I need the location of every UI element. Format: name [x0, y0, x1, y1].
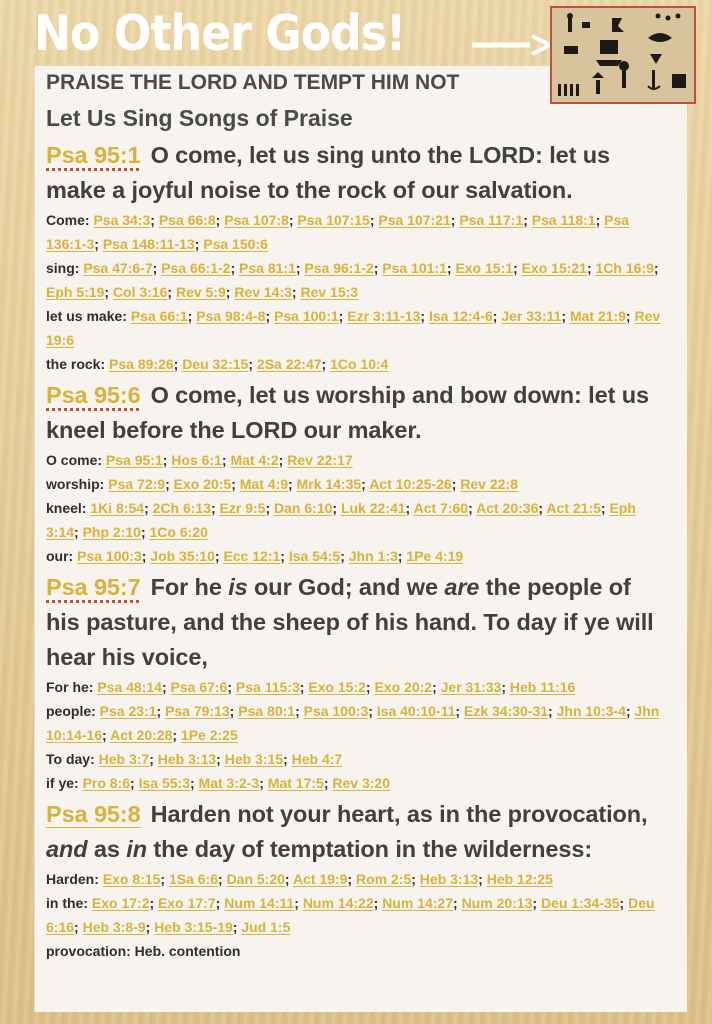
cross-reference-link[interactable]: Isa 12:4-6 [428, 308, 493, 324]
separator: ; [216, 751, 225, 767]
cross-reference-link[interactable]: Rev 15:3 [300, 284, 359, 300]
cross-reference-link[interactable]: Mat 4:2 [230, 452, 279, 468]
separator: ; [338, 308, 348, 324]
cross-reference-label: our: [46, 548, 74, 564]
separator: ; [619, 895, 629, 911]
separator: ; [492, 308, 502, 324]
cross-reference-link[interactable]: Act 21:5 [546, 500, 601, 516]
cross-reference-link[interactable]: Exo 8:15 [102, 871, 161, 887]
separator: ; [215, 895, 225, 911]
cross-reference-link[interactable]: Exo 15:21 [521, 260, 587, 276]
right-arrow-icon [470, 32, 560, 56]
cross-reference-line [46, 448, 670, 472]
separator: ; [259, 775, 268, 791]
cross-reference-link[interactable]: Psa 136:1-3 [46, 212, 630, 252]
cross-reference-link[interactable]: Num 14:22 [302, 895, 374, 911]
cross-reference-link[interactable]: Psa 80:1 [238, 703, 296, 719]
cross-reference-link[interactable]: Heb 3:8-9 [82, 919, 146, 935]
cross-reference-link[interactable]: 2Ch 6:13 [152, 500, 211, 516]
separator: ; [232, 919, 242, 935]
cross-reference-link[interactable]: Heb 3:13 [157, 751, 217, 767]
cross-reference-link[interactable]: Exo 15:2 [308, 679, 366, 695]
cross-reference-link[interactable]: 1Sa 6:6 [168, 871, 218, 887]
separator: ; [561, 308, 570, 324]
cross-reference-label: the rock: [46, 356, 106, 372]
cross-reference-link[interactable]: Ezk 34:30-31 [463, 703, 549, 719]
cross-reference-link[interactable]: Mrk 14:35 [296, 476, 362, 492]
separator: ; [420, 308, 429, 324]
separator: ; [150, 212, 159, 228]
verse-text [46, 570, 670, 675]
cross-reference-link[interactable]: Num 14:27 [382, 895, 453, 911]
separator: ; [501, 679, 510, 695]
separator: ; [227, 679, 236, 695]
cross-reference-link[interactable]: Psa 23:1 [99, 703, 157, 719]
separator: ; [369, 212, 379, 228]
cross-reference-link[interactable]: Rev 19:6 [46, 308, 661, 348]
separator: ; [586, 260, 596, 276]
banner-title: No Other Gods! [34, 5, 406, 62]
cross-reference-link[interactable]: Psa 66:1 [130, 308, 188, 324]
cross-reference-link[interactable]: Psa 117:1 [459, 212, 524, 228]
separator: ; [284, 871, 293, 887]
separator: ; [340, 548, 349, 564]
cross-reference-link[interactable]: Rev 22:17 [287, 452, 353, 468]
cross-reference-line [46, 747, 670, 771]
cross-reference-link[interactable]: Ezr 9:5 [219, 500, 266, 516]
separator: ; [74, 919, 83, 935]
separator: ; [299, 679, 309, 695]
cross-reference-link[interactable]: Ezr 3:11-13 [347, 308, 421, 324]
separator: ; [368, 703, 377, 719]
verse-reference-link[interactable]: Psa 95:7 [46, 574, 141, 600]
separator: ; [210, 500, 220, 516]
separator: ; [291, 284, 301, 300]
cross-reference-link[interactable]: 1Co 6:20 [149, 524, 208, 540]
cross-reference-link[interactable]: Psa 118:1 [531, 212, 596, 228]
cross-reference-link[interactable]: 1Pe 4:19 [406, 548, 464, 564]
cross-reference-link[interactable]: 1Ki 8:54 [90, 500, 145, 516]
cross-reference-label: Come: [46, 212, 90, 228]
cross-reference-link[interactable]: Num 20:13 [461, 895, 533, 911]
verse-text [46, 378, 670, 448]
separator: ; [172, 727, 181, 743]
cross-reference-link[interactable]: Eph 3:14 [46, 500, 636, 540]
section-subtitle: Let Us Sing Songs of Praise [46, 105, 353, 131]
cross-reference-label: people: [46, 703, 96, 719]
cross-reference-link[interactable]: Act 7:60 [413, 500, 469, 516]
separator: ; [230, 260, 240, 276]
cross-reference-link[interactable]: Mat 21:9 [569, 308, 626, 324]
cross-reference-link[interactable]: Jhn 10:14-16 [46, 703, 660, 743]
cross-reference-link[interactable]: Exo 15:1 [455, 260, 514, 276]
verse-segment: the day of temptation in the wilderness: [146, 836, 593, 862]
separator: ; [405, 500, 414, 516]
cross-reference-link[interactable]: Deu 1:34-35 [540, 895, 620, 911]
cross-reference-link[interactable]: Heb 3:15 [224, 751, 284, 767]
cross-reference-link[interactable]: Isa 54:5 [288, 548, 341, 564]
separator: ; [102, 727, 111, 743]
separator: ; [538, 500, 547, 516]
separator: ; [165, 476, 174, 492]
cross-reference-link[interactable]: Deu 6:16 [46, 895, 655, 935]
separator: ; [323, 775, 333, 791]
separator: ; [532, 895, 541, 911]
cross-reference-link[interactable]: Ecc 12:1 [223, 548, 281, 564]
cross-reference-link[interactable]: Psa 148:11-13 [102, 236, 195, 252]
cross-reference-line [46, 699, 670, 747]
cross-reference-link[interactable]: Heb 4:7 [291, 751, 343, 767]
separator: ; [513, 260, 522, 276]
cross-reference-link[interactable]: 1Ch 16:9 [595, 260, 654, 276]
separator: ; [156, 703, 166, 719]
separator: ; [373, 895, 383, 911]
cross-reference-link[interactable]: Heb 3:7 [98, 751, 150, 767]
separator: ; [215, 212, 225, 228]
verse-segment: For he [150, 574, 229, 600]
separator: ; [194, 236, 204, 252]
cross-reference-link[interactable]: Jhn 10:3-4 [556, 703, 626, 719]
separator: ; [453, 895, 462, 911]
cross-reference-label: worship: [46, 476, 105, 492]
separator: ; [130, 775, 139, 791]
verse-reference-link[interactable]: Psa 95:1 [46, 142, 141, 168]
cross-reference-link[interactable]: Job 35:10 [150, 548, 215, 564]
cross-reference-line [46, 472, 670, 496]
cross-reference-link[interactable]: Heb 12:25 [486, 871, 553, 887]
cross-reference-link[interactable]: Mat 4:9 [239, 476, 289, 492]
cross-reference-link[interactable]: Psa 107:15 [297, 212, 370, 228]
separator: ; [625, 308, 635, 324]
cross-reference-link[interactable]: Rev 5:9 [175, 284, 226, 300]
cross-reference-block [46, 208, 670, 376]
separator: ; [411, 871, 420, 887]
cross-reference-line [46, 496, 670, 544]
cross-reference-label: Harden: [46, 871, 99, 887]
separator: ; [450, 212, 460, 228]
separator: ; [294, 895, 303, 911]
verse-list [46, 138, 670, 963]
cross-reference-link[interactable]: Psa 100:3 [303, 703, 369, 719]
separator: ; [214, 548, 224, 564]
cross-reference-link[interactable]: Psa 66:8 [158, 212, 216, 228]
cross-reference-link[interactable]: Dan 6:10 [274, 500, 333, 516]
separator: ; [347, 871, 356, 887]
separator: ; [145, 919, 155, 935]
cross-reference-link[interactable]: Rom 2:5 [356, 871, 412, 887]
separator: ; [365, 679, 375, 695]
cross-reference-link[interactable]: Dan 5:20 [226, 871, 285, 887]
separator: ; [595, 212, 605, 228]
separator: ; [218, 871, 227, 887]
separator: ; [167, 284, 176, 300]
separator: ; [265, 500, 275, 516]
cross-reference-link[interactable]: Psa 96:1-2 [304, 260, 374, 276]
page-title: PRAISE THE LORD AND TEMPT HIM NOT [46, 71, 460, 94]
cross-reference-link[interactable]: Rev 14:3 [234, 284, 292, 300]
cross-reference-link[interactable]: Rev 3:20 [332, 775, 390, 791]
cross-reference-block [46, 448, 670, 568]
cross-reference-link[interactable]: Psa 100:3 [77, 548, 142, 564]
separator: ; [149, 895, 159, 911]
cross-reference-note: Heb. contention [134, 943, 241, 959]
cross-reference-link[interactable]: Psa 79:13 [165, 703, 230, 719]
verse-segment: are [444, 574, 480, 600]
cross-reference-link[interactable]: Psa 72:9 [108, 476, 166, 492]
separator: ; [149, 751, 158, 767]
cross-reference-line [46, 304, 670, 352]
verse-reference-link[interactable]: Psa 95:8 [46, 801, 141, 827]
cross-reference-label: sing: [46, 260, 80, 276]
cross-reference-link[interactable]: Exo 17:7 [158, 895, 216, 911]
separator: ; [221, 452, 231, 468]
separator: ; [225, 284, 235, 300]
cross-reference-link[interactable]: Psa 66:1-2 [161, 260, 231, 276]
separator: ; [600, 500, 610, 516]
verse-segment: O come, let us sing unto the LORD: let us make a joyful noise to the rock of our salvation. [46, 142, 610, 203]
cross-reference-link[interactable]: Pro 8:6 [82, 775, 131, 791]
cross-reference-link[interactable]: Jud 1:5 [241, 919, 291, 935]
separator: ; [265, 308, 275, 324]
cross-reference-link[interactable]: Psa 89:26 [109, 356, 174, 372]
separator: ; [548, 703, 557, 719]
verse-segment: and [46, 836, 88, 862]
separator: ; [295, 260, 305, 276]
separator: ; [173, 356, 183, 372]
cross-reference-link[interactable]: 2Sa 22:47 [256, 356, 322, 372]
cross-reference-link[interactable]: Isa 55:3 [138, 775, 190, 791]
separator: ; [94, 236, 103, 252]
separator: ; [187, 308, 197, 324]
separator: ; [278, 452, 288, 468]
verse-segment: Harden not your heart, as in the provocation, [150, 801, 648, 827]
cross-reference-link[interactable]: Act 10:25-26 [369, 476, 452, 492]
cross-reference-link[interactable]: Num 14:11 [224, 895, 295, 911]
cross-reference-link[interactable]: Psa 34:3 [93, 212, 151, 228]
cross-reference-label: let us make: [46, 308, 127, 324]
cross-reference-link[interactable]: Heb 3:15-19 [154, 919, 233, 935]
cross-reference-label: provocation: [46, 943, 131, 959]
cross-reference-link[interactable]: Psa 101:1 [382, 260, 447, 276]
separator: ; [397, 548, 407, 564]
cross-reference-link[interactable]: Isa 40:10-11 [376, 703, 456, 719]
separator: ; [321, 356, 331, 372]
cross-reference-link[interactable]: Jer 31:33 [440, 679, 502, 695]
separator: ; [288, 476, 297, 492]
cross-reference-link[interactable]: Exo 17:2 [91, 895, 150, 911]
verse-segment: as [87, 836, 127, 862]
verse-study-content [46, 66, 670, 963]
cross-reference-line [46, 544, 670, 568]
separator: ; [468, 500, 477, 516]
verse-text [46, 797, 670, 867]
cross-reference-line [46, 208, 670, 256]
cross-reference-link[interactable]: Jhn 1:3 [348, 548, 398, 564]
verse-text [46, 138, 670, 208]
verse-segment: our God; and we [247, 574, 445, 600]
separator: ; [104, 284, 113, 300]
cross-reference-label: in the: [46, 895, 88, 911]
separator: ; [160, 871, 169, 887]
cross-reference-link[interactable]: Jer 33:11 [501, 308, 562, 324]
separator: ; [144, 500, 153, 516]
separator: ; [451, 476, 461, 492]
cross-reference-link[interactable]: Psa 150:6 [203, 236, 268, 252]
cross-reference-label: O come: [46, 452, 103, 468]
verse-segment: the people of his pasture, and the sheep of his hand. To day if ye will hear his voice, [46, 574, 654, 670]
cross-reference-label: For he: [46, 679, 94, 695]
cross-reference-line [46, 771, 670, 795]
cross-reference-line [46, 939, 670, 963]
cross-reference-link[interactable]: Exo 20:5 [173, 476, 232, 492]
cross-reference-link[interactable]: Eph 5:19 [46, 284, 105, 300]
separator: ; [361, 476, 370, 492]
cross-reference-link[interactable]: 1Pe 2:25 [180, 727, 238, 743]
separator: ; [653, 260, 659, 276]
cross-reference-line [46, 867, 670, 891]
cross-reference-link[interactable]: Psa 47:6-7 [83, 260, 153, 276]
cross-reference-link[interactable]: Psa 98:4-8 [196, 308, 266, 324]
separator: ; [478, 871, 487, 887]
separator: ; [295, 703, 304, 719]
separator: ; [432, 679, 441, 695]
cross-reference-link[interactable]: Mat 3:2-3 [198, 775, 260, 791]
separator: ; [625, 703, 635, 719]
separator: ; [248, 356, 257, 372]
cross-reference-link[interactable]: Act 20:36 [476, 500, 539, 516]
cross-reference-link[interactable]: Psa 67:6 [170, 679, 228, 695]
cross-reference-link[interactable]: Psa 107:21 [378, 212, 451, 228]
cross-reference-line [46, 256, 670, 304]
separator: ; [162, 452, 172, 468]
separator: ; [152, 260, 162, 276]
cross-reference-link[interactable]: Col 3:16 [112, 284, 168, 300]
cross-reference-link[interactable]: Deu 32:15 [182, 356, 249, 372]
cross-reference-link[interactable]: Psa 81:1 [239, 260, 296, 276]
cross-reference-line [46, 891, 670, 939]
separator: ; [446, 260, 456, 276]
cross-reference-link[interactable]: Psa 95:1 [105, 452, 163, 468]
cross-reference-link[interactable]: Php 2:10 [82, 524, 141, 540]
separator: ; [231, 476, 240, 492]
verse-segment: in [126, 836, 147, 862]
cross-reference-label: kneel: [46, 500, 87, 516]
cross-reference-block [46, 867, 670, 963]
cross-reference-link[interactable]: Act 20:28 [110, 727, 173, 743]
separator: ; [332, 500, 341, 516]
cross-reference-link[interactable]: 1Co 10:4 [330, 356, 389, 372]
cross-reference-link[interactable]: Psa 100:1 [274, 308, 339, 324]
separator: ; [288, 212, 298, 228]
separator: ; [140, 524, 150, 540]
separator: ; [161, 679, 171, 695]
cross-reference-link[interactable]: Psa 48:14 [97, 679, 162, 695]
separator: ; [74, 524, 83, 540]
cross-reference-link[interactable]: Hos 6:1 [171, 452, 222, 468]
separator: ; [141, 548, 151, 564]
cross-reference-link[interactable]: Heb 3:13 [419, 871, 479, 887]
cross-reference-line [46, 675, 670, 699]
separator: ; [229, 703, 239, 719]
separator: ; [373, 260, 383, 276]
cross-reference-link[interactable]: Psa 107:8 [224, 212, 289, 228]
cross-reference-link[interactable]: Heb 11:16 [509, 679, 576, 695]
verse-reference-link[interactable]: Psa 95:6 [46, 382, 141, 408]
cross-reference-link[interactable]: Luk 22:41 [340, 500, 406, 516]
cross-reference-label: if ye: [46, 775, 79, 791]
separator: ; [455, 703, 464, 719]
cross-reference-link[interactable]: Act 19:9 [292, 871, 348, 887]
cross-reference-link[interactable]: Exo 20:2 [374, 679, 433, 695]
separator: ; [283, 751, 292, 767]
separator: ; [189, 775, 199, 791]
cross-reference-link[interactable]: Psa 115:3 [235, 679, 300, 695]
separator: ; [523, 212, 532, 228]
separator: ; [280, 548, 289, 564]
cross-reference-label: To day: [46, 751, 95, 767]
cross-reference-block [46, 675, 670, 795]
verse-segment: O come, let us worship and bow down: let us kneel before the LORD our maker. [46, 382, 649, 443]
cross-reference-line [46, 352, 670, 376]
cross-reference-link[interactable]: Mat 17:5 [267, 775, 324, 791]
verse-segment: is [228, 574, 248, 600]
cross-reference-link[interactable]: Rev 22:8 [460, 476, 518, 492]
